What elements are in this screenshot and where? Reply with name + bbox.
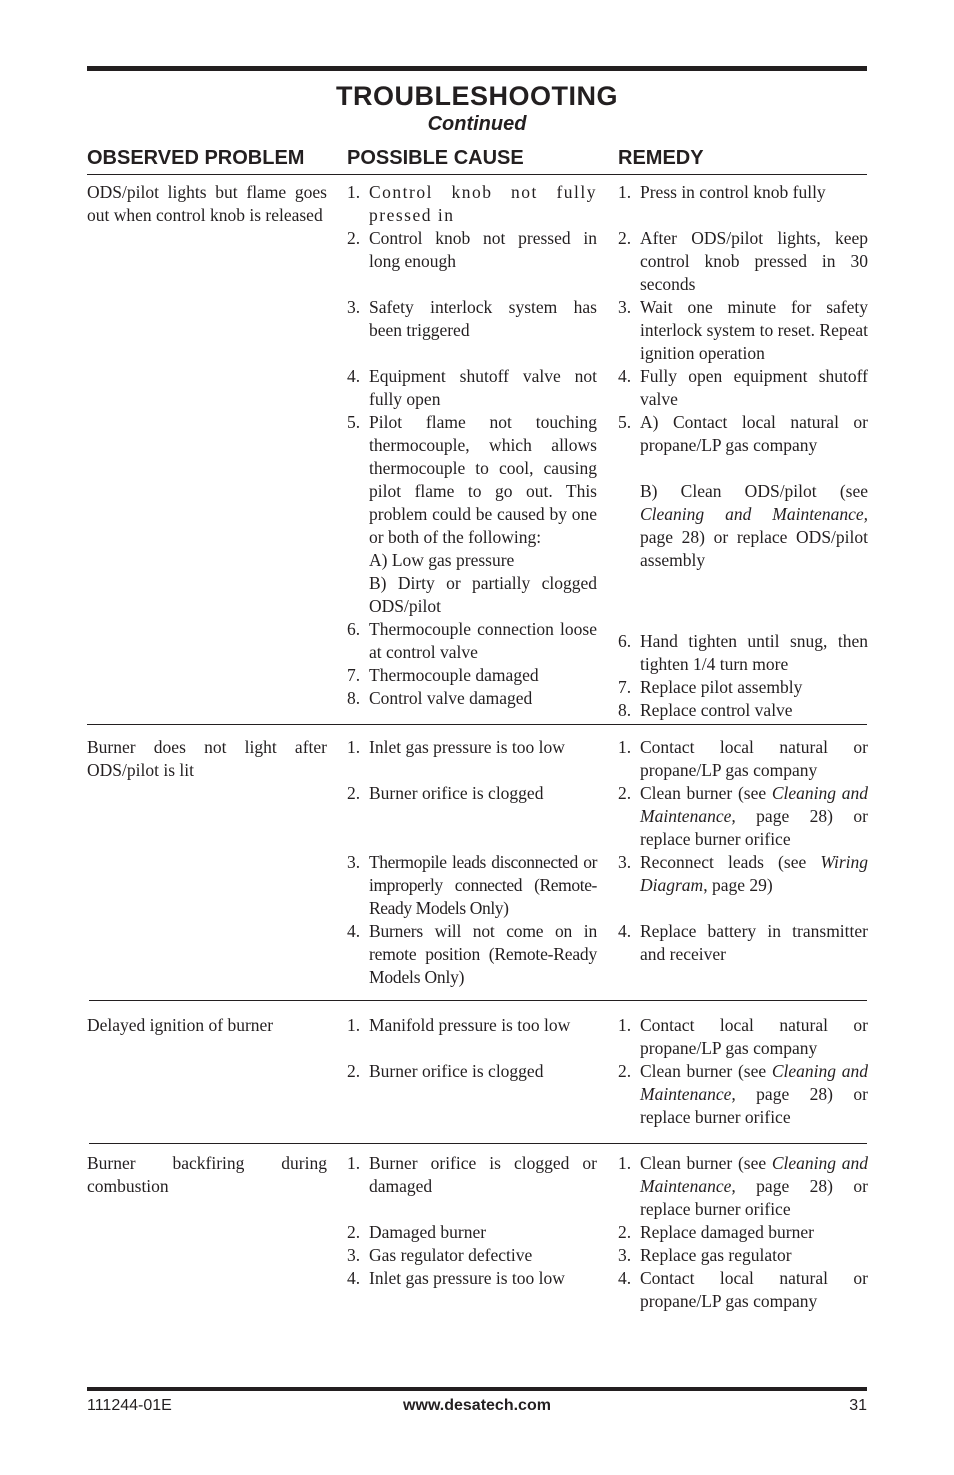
remedy-item: 5. A) Contact local natural or propane/LP gas company (618, 412, 868, 455)
cause-item: 4. Inlet gas pressure is too low (347, 1268, 565, 1288)
section-divider (87, 724, 867, 725)
cause-list-2 (347, 736, 597, 989)
cause-item: 5. Pilot flame not touching thermocouple, which allows thermocouple to cool, causing pilot flame to go out. This problem could be caused by one or both of the following: (347, 412, 597, 547)
cause-item: 3. Gas regulator defective (347, 1245, 533, 1265)
cause-item: 1. Burner orifice is clogged or damaged (347, 1153, 597, 1196)
remedy-item: 2. Clean burner (see Cleaning and Maintenance, page 28) or replace burner orifice (618, 1061, 868, 1127)
website-link[interactable]: www.desatech.com (403, 1397, 551, 1414)
remedy-item: 7. Replace pilot assembly (618, 677, 803, 697)
problem-2: Burner does not light after ODS/pilot is lit (87, 737, 327, 780)
footer-rule (87, 1387, 867, 1391)
remedy-item: 1. Contact local natural or propane/LP gas company (618, 737, 868, 780)
column-header-remedy: REMEDY (618, 147, 704, 169)
cause-item: 8. Control valve damaged (347, 688, 533, 708)
cause-item: 3. Safety interlock system has been triggered (347, 297, 597, 340)
remedy-item: 2. Replace damaged burner (618, 1222, 814, 1242)
remedy-subitem: B) Clean ODS/pilot (see Cleaning and Maintenance, page 28) or replace ODS/pilot assembly (640, 481, 868, 570)
cause-item: 7. Thermocouple damaged (347, 665, 539, 685)
cause-item: 2. Damaged burner (347, 1222, 487, 1242)
section-divider (89, 1143, 867, 1144)
remedy-item: 3. Replace gas regulator (618, 1245, 792, 1265)
remedy-item: 4. Replace battery in transmitter and receiver (618, 921, 868, 964)
remedy-item: 8. Replace control valve (618, 700, 793, 720)
remedy-item: 3. Reconnect leads (see Wiring Diagram, page 29) (618, 852, 868, 895)
problem-1: ODS/pilot lights but flame goes out when control knob is released (87, 182, 327, 225)
cause-item: 4. Equipment shutoff valve not fully open (347, 366, 597, 409)
remedy-item: 4. Fully open equipment shutoff valve (618, 366, 868, 409)
remedy-item: 6. Hand tighten until snug, then tighten 1/4 turn more (618, 631, 868, 674)
page-number: 31 (849, 1397, 867, 1414)
page-subtitle: Continued (427, 113, 527, 135)
cause-item: 2. Control knob not pressed in long enough (347, 228, 597, 271)
remedy-item: 4. Contact local natural or propane/LP gas company (618, 1268, 868, 1311)
page-title: TROUBLESHOOTING (336, 81, 618, 111)
cause-item: 1. Manifold pressure is too low (347, 1015, 571, 1035)
remedy-item: 1. Contact local natural or propane/LP gas company (618, 1015, 868, 1058)
header-rule (87, 174, 867, 175)
cause-list-3 (347, 1014, 597, 1083)
cause-item: 2. Burner orifice is clogged (347, 1061, 544, 1081)
cause-item: 1. Control knob not fully pressed in (347, 182, 597, 225)
cause-subitem: A) Low gas pressure (369, 550, 515, 570)
top-rule (87, 66, 867, 71)
section-divider (89, 1000, 867, 1001)
cause-item: 6. Thermocouple connection loose at control valve (347, 619, 597, 662)
column-header-cause: POSSIBLE CAUSE (347, 147, 524, 169)
cause-item: 3. Thermopile leads disconnected or improperly connected (Remote-Ready Models Only) (347, 852, 597, 918)
remedy-list-1 (618, 181, 868, 720)
remedy-item: 1. Clean burner (see Cleaning and Maintenance, page 28) or replace burner orifice (618, 1153, 868, 1219)
cause-list-1 (347, 181, 597, 710)
remedy-item: 2. Clean burner (see Cleaning and Maintenance, page 28) or replace burner orifice (618, 783, 868, 849)
remedy-item: 2. After ODS/pilot lights, keep control knob pressed in 30 seconds (618, 228, 868, 294)
cause-item: 2. Burner orifice is clogged (347, 783, 544, 803)
cause-subitem: B) Dirty or partially clogged ODS/pilot (369, 573, 597, 616)
problem-3: Delayed ignition of burner (87, 1015, 274, 1035)
remedy-list-2 (618, 736, 868, 966)
remedy-list-3 (618, 1014, 868, 1129)
doc-number: 111244-01E (87, 1397, 172, 1414)
cause-item: 4. Burners will not come on in remote position (Remote-Ready Models Only) (347, 921, 597, 987)
cause-list-4 (347, 1152, 597, 1290)
remedy-list-4 (618, 1152, 868, 1313)
remedy-item: 1. Press in control knob fully (618, 182, 826, 202)
column-header-problem: OBSERVED PROBLEM (87, 147, 305, 169)
cause-item: 1. Inlet gas pressure is too low (347, 737, 565, 757)
remedy-item: 3. Wait one minute for safety interlock system to reset. Repeat ignition operation (618, 297, 868, 363)
problem-4: Burner backfiring during combustion (87, 1153, 327, 1196)
